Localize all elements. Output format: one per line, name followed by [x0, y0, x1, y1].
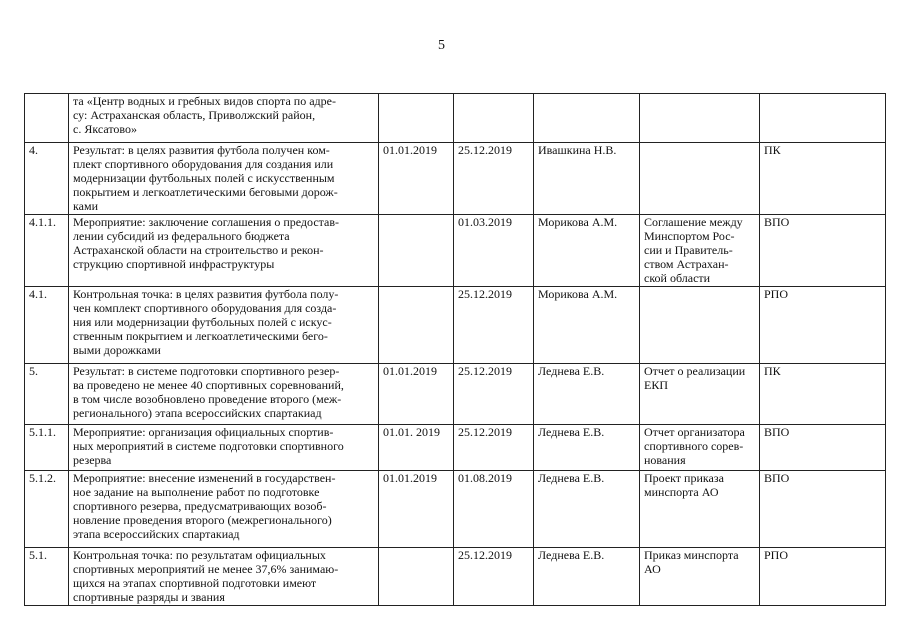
row-description-line: резерва: [73, 453, 112, 467]
row-description-line: Результат: в целях развития футбола получен ком-: [73, 143, 330, 157]
row-description-line: регионального) этапа всероссийских спартакиад: [73, 406, 322, 420]
row-description-line: покрытием и легкоатлетическими беговыми дорож-: [73, 185, 338, 199]
row-code: ВПО: [760, 471, 886, 548]
row-description: [69, 364, 379, 425]
row-document: [640, 215, 760, 287]
row-document: [640, 548, 760, 606]
row-description-line: ных мероприятий в системе подготовки спортивного: [73, 439, 344, 453]
row-responsible: Морикова А.М.: [534, 287, 640, 364]
row-end-date: 25.12.2019: [454, 364, 534, 425]
row-document-line: ЕКП: [644, 378, 668, 392]
row-document-line: Приказ минспорта: [644, 548, 739, 562]
page-number: 5: [438, 38, 445, 53]
row-responsible: Леднева Е.В.: [534, 548, 640, 606]
row-document-line: Соглашение между: [644, 215, 743, 229]
row-description-line: этапа всероссийских спартакиад: [73, 527, 240, 541]
row-number: 4.: [25, 143, 69, 215]
table-row: [25, 425, 886, 471]
row-description-line: ками: [73, 199, 98, 213]
row-end-date: 25.12.2019: [454, 425, 534, 471]
row-description-line: су: Астраханская область, Приволжский район,: [73, 108, 316, 122]
row-responsible: [534, 94, 640, 143]
row-description-line: щихся на этапах спортивной подготовки имеют: [73, 576, 317, 590]
row-responsible: Леднева Е.В.: [534, 425, 640, 471]
row-document-line: Отчет о реализации: [644, 364, 746, 378]
row-responsible: Леднева Е.В.: [534, 471, 640, 548]
row-description-line: ва проведено не менее 40 спортивных соревнований,: [73, 378, 344, 392]
row-code: ВПО: [760, 425, 886, 471]
table-row: [25, 215, 886, 287]
row-start-date: 01.01.2019: [379, 471, 454, 548]
row-document-line: сии и Правитель-: [644, 243, 733, 257]
table-row: [25, 94, 886, 143]
row-start-date: 01.01. 2019: [379, 425, 454, 471]
row-document: [640, 287, 760, 364]
row-description-line: плект спортивного оборудования для создания или: [73, 157, 334, 171]
row-responsible: Ивашкина Н.В.: [534, 143, 640, 215]
row-description: [69, 548, 379, 606]
row-responsible: Леднева Е.В.: [534, 364, 640, 425]
row-code: ВПО: [760, 215, 886, 287]
row-start-date: 01.01.2019: [379, 143, 454, 215]
row-description-line: струкцию спортивной инфраструктуры: [73, 257, 275, 271]
row-start-date: [379, 94, 454, 143]
table-row: [25, 143, 886, 215]
row-description-line: с. Яксатово»: [73, 122, 138, 136]
row-code: ПК: [760, 364, 886, 425]
row-end-date: [454, 94, 534, 143]
row-number: 5.1.2.: [25, 471, 69, 548]
table-row: [25, 364, 886, 425]
row-description-line: лении субсидий из федерального бюджета: [73, 229, 290, 243]
row-number: 5.1.1.: [25, 425, 69, 471]
row-document-line: ством Астрахан-: [644, 257, 729, 271]
row-code: ПК: [760, 143, 886, 215]
row-end-date: 25.12.2019: [454, 143, 534, 215]
row-document-line: Проект приказа: [644, 471, 724, 485]
row-code: [760, 94, 886, 143]
row-document: [640, 471, 760, 548]
row-start-date: [379, 215, 454, 287]
row-start-date: 01.01.2019: [379, 364, 454, 425]
row-description-line: чен комплект спортивного оборудования для созда-: [73, 301, 337, 315]
row-description: [69, 143, 379, 215]
row-description: [69, 471, 379, 548]
row-document: [640, 143, 760, 215]
row-description-line: Мероприятие: организация официальных спортив-: [73, 425, 334, 439]
row-description-line: выми дорожками: [73, 343, 161, 357]
row-document: [640, 364, 760, 425]
row-code: РПО: [760, 287, 886, 364]
row-document-line: Минспортом Рос-: [644, 229, 735, 243]
row-document-line: ской области: [644, 271, 711, 285]
row-description-line: Мероприятие: внесение изменений в государствен-: [73, 471, 336, 485]
row-description-line: Астраханской области на строительство и рекон-: [73, 243, 324, 257]
row-responsible: Морикова А.М.: [534, 215, 640, 287]
table-row: [25, 548, 886, 606]
row-description-line: спортивных мероприятий не менее 37,6% занимаю-: [73, 562, 339, 576]
row-description-line: Результат: в системе подготовки спортивного резер-: [73, 364, 340, 378]
row-document: [640, 94, 760, 143]
row-start-date: [379, 287, 454, 364]
row-description-line: ственным покрытием и легкоатлетическими бего-: [73, 329, 328, 343]
row-description: [69, 425, 379, 471]
row-document-line: минспорта АО: [644, 485, 719, 499]
row-description-line: Мероприятие: заключение соглашения о предостав-: [73, 215, 340, 229]
row-number: 5.: [25, 364, 69, 425]
row-description-line: модернизации футбольных полей с искусственным: [73, 171, 335, 185]
table-row: [25, 287, 886, 364]
row-end-date: 01.08.2019: [454, 471, 534, 548]
row-description-line: та «Центр водных и гребных видов спорта по адре-: [73, 94, 336, 108]
row-end-date: 25.12.2019: [454, 548, 534, 606]
row-end-date: 01.03.2019: [454, 215, 534, 287]
row-number: [25, 94, 69, 143]
row-description-line: в том числе возобновлено проведение второго (меж-: [73, 392, 342, 406]
row-number: 4.1.: [25, 287, 69, 364]
row-description-line: ния или модернизации футбольных полей с искус-: [73, 315, 332, 329]
row-description-line: ное задание на выполнение работ по подготовке: [73, 485, 320, 499]
row-number: 5.1.: [25, 548, 69, 606]
row-document: [640, 425, 760, 471]
row-document-line: нования: [644, 453, 686, 467]
row-document-line: АО: [644, 562, 661, 576]
row-end-date: 25.12.2019: [454, 287, 534, 364]
row-start-date: [379, 548, 454, 606]
row-description: [69, 94, 379, 143]
row-description-line: спортивного резерва, предусматривающих возоб-: [73, 499, 327, 513]
row-document-line: спортивного сорев-: [644, 439, 744, 453]
plan-table: [24, 93, 886, 606]
row-code: РПО: [760, 548, 886, 606]
row-description-line: Контрольная точка: по результатам официальных: [73, 548, 326, 562]
row-number: 4.1.1.: [25, 215, 69, 287]
row-description-line: Контрольная точка: в целях развития футбола полу-: [73, 287, 339, 301]
row-description: [69, 287, 379, 364]
table-row: [25, 471, 886, 548]
row-description: [69, 215, 379, 287]
row-description-line: новление проведения второго (межрегионального): [73, 513, 332, 527]
row-description-line: спортивные разряды и звания: [73, 590, 225, 604]
row-document-line: Отчет организатора: [644, 425, 745, 439]
